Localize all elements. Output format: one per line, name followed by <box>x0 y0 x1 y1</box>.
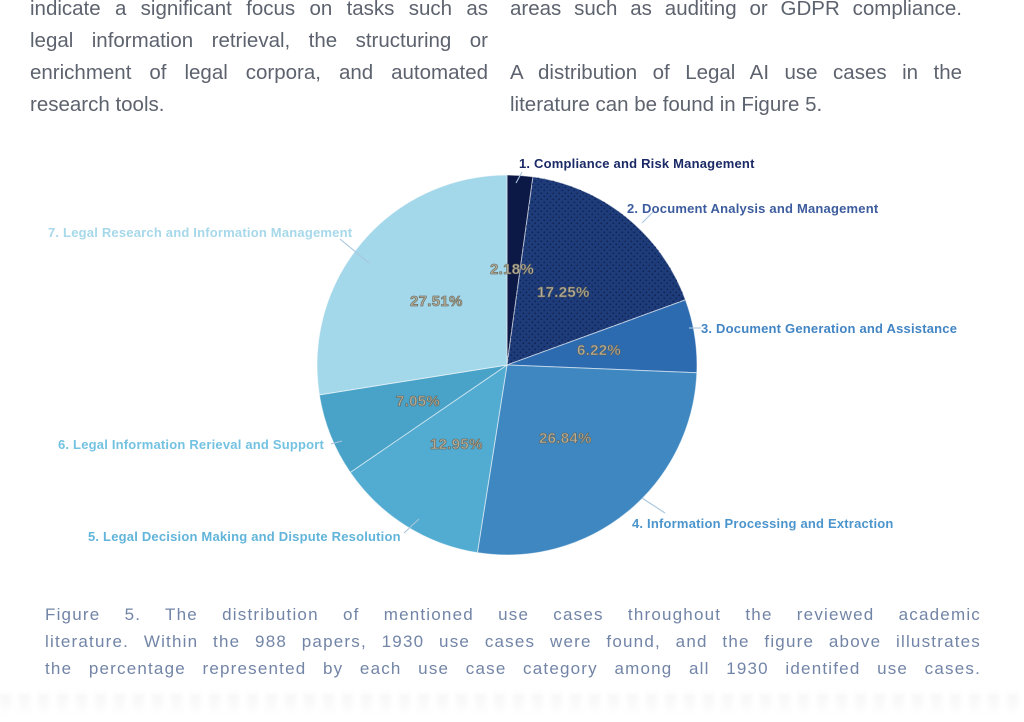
pie-percentage-label: 17.25% <box>537 284 590 301</box>
slice-label-document-analysis-and-management: 2. Document Analysis and Management <box>627 201 879 216</box>
body-text-line: legal information retrieval, the structuring or <box>30 29 488 52</box>
pie-percentage-label: 27.51% <box>410 293 463 310</box>
slice-label-information-processing-and-extraction: 4. Information Processing and Extraction <box>632 516 894 531</box>
body-text-line: areas such as auditing or GDPR compliance. <box>510 0 962 20</box>
pie-percentage-label: 7.05% <box>396 393 441 410</box>
pie-percentage-label: 12.95% <box>430 436 483 453</box>
pie-percentage-label: 6.22% <box>577 342 622 359</box>
pie-percentage-label: 2.18% <box>490 261 535 278</box>
body-text-line: A distribution of Legal AI use cases in the <box>510 61 962 84</box>
body-text-line: enrichment of legal corpora, and automated <box>30 61 488 84</box>
slice-label-document-generation-and-assistance: 3. Document Generation and Assistance <box>701 321 958 336</box>
slice-label-legal-decision-making: 5. Legal Decision Making and Dispute Resolution <box>88 529 401 544</box>
figure-caption-line: the percentage represented by each use case category among all 1930 identifed use cases. <box>45 659 981 678</box>
pie-percentage-label: 26.84% <box>539 430 592 447</box>
slice-label-legal-information-retrieval: 6. Legal Information Rerieval and Support <box>58 437 325 452</box>
figure-caption-line: literature. Within the 988 papers, 1930 use cases were found, and the figure above illustrates <box>45 632 981 651</box>
body-text-line: research tools. <box>30 93 165 116</box>
figure-caption-line: Figure 5. The distribution of mentioned use cases throughout the reviewed academic <box>45 605 981 624</box>
slice-label-legal-research: 7. Legal Research and Information Management <box>48 225 353 240</box>
slice-label-compliance-and-risk-management: 1. Compliance and Risk Management <box>519 156 755 171</box>
body-text-line: indicate a significant focus on tasks such as <box>30 0 488 20</box>
figure-caption <box>45 601 981 682</box>
body-text-line: literature can be found in Figure 5. <box>510 93 823 116</box>
